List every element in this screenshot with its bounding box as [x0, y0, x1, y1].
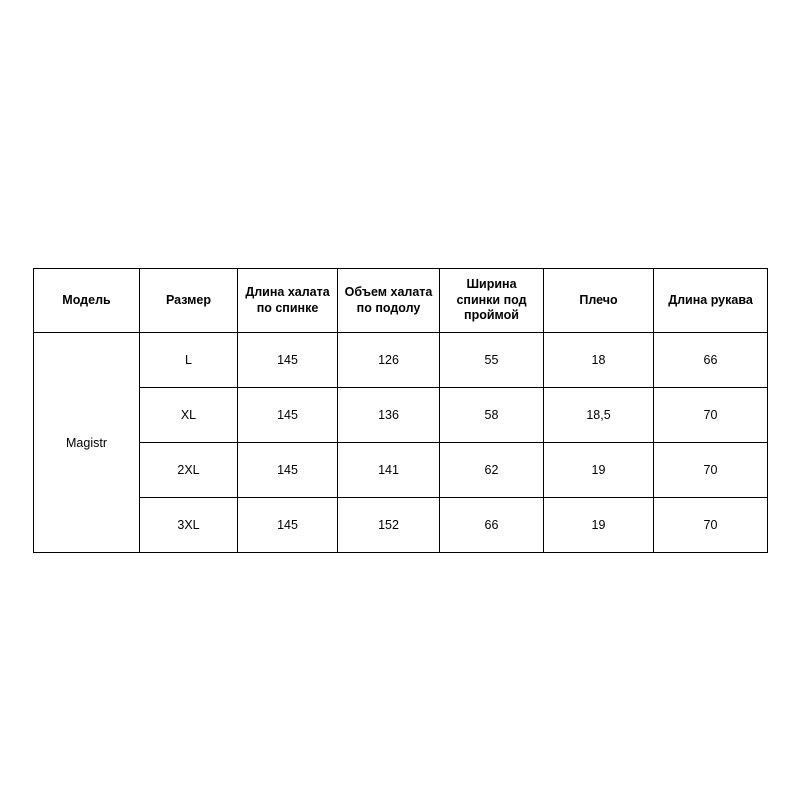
column-header-size: Размер	[140, 269, 238, 333]
table-row	[34, 443, 768, 498]
cell-hem-volume: 126	[338, 333, 440, 388]
cell-sleeve-length: 70	[654, 388, 768, 443]
size-chart-container	[33, 268, 767, 553]
cell-size: XL	[140, 388, 238, 443]
column-header-shoulder: Плечо	[544, 269, 654, 333]
cell-hem-volume: 136	[338, 388, 440, 443]
table-header	[34, 269, 768, 333]
cell-sleeve-length: 70	[654, 498, 768, 553]
column-header-back-width: Ширина спинки под проймой	[440, 269, 544, 333]
table-row	[34, 498, 768, 553]
cell-sleeve-length: 70	[654, 443, 768, 498]
cell-hem-volume: 141	[338, 443, 440, 498]
column-header-sleeve-length: Длина рукава	[654, 269, 768, 333]
table-body	[34, 333, 768, 553]
model-name-cell: Magistr	[34, 333, 140, 553]
cell-back-width: 58	[440, 388, 544, 443]
column-header-model: Модель	[34, 269, 140, 333]
cell-size: L	[140, 333, 238, 388]
cell-back-width: 62	[440, 443, 544, 498]
cell-length-back: 145	[238, 498, 338, 553]
cell-sleeve-length: 66	[654, 333, 768, 388]
cell-length-back: 145	[238, 333, 338, 388]
cell-length-back: 145	[238, 443, 338, 498]
cell-shoulder: 18,5	[544, 388, 654, 443]
cell-size: 2XL	[140, 443, 238, 498]
table-row	[34, 388, 768, 443]
cell-size: 3XL	[140, 498, 238, 553]
cell-back-width: 66	[440, 498, 544, 553]
cell-shoulder: 18	[544, 333, 654, 388]
cell-shoulder: 19	[544, 443, 654, 498]
size-chart-table	[33, 268, 768, 553]
column-header-length-back: Длина халата по спинке	[238, 269, 338, 333]
cell-length-back: 145	[238, 388, 338, 443]
table-header-row	[34, 269, 768, 333]
column-header-hem-volume: Объем халата по подолу	[338, 269, 440, 333]
cell-shoulder: 19	[544, 498, 654, 553]
cell-back-width: 55	[440, 333, 544, 388]
cell-hem-volume: 152	[338, 498, 440, 553]
table-row	[34, 333, 768, 388]
